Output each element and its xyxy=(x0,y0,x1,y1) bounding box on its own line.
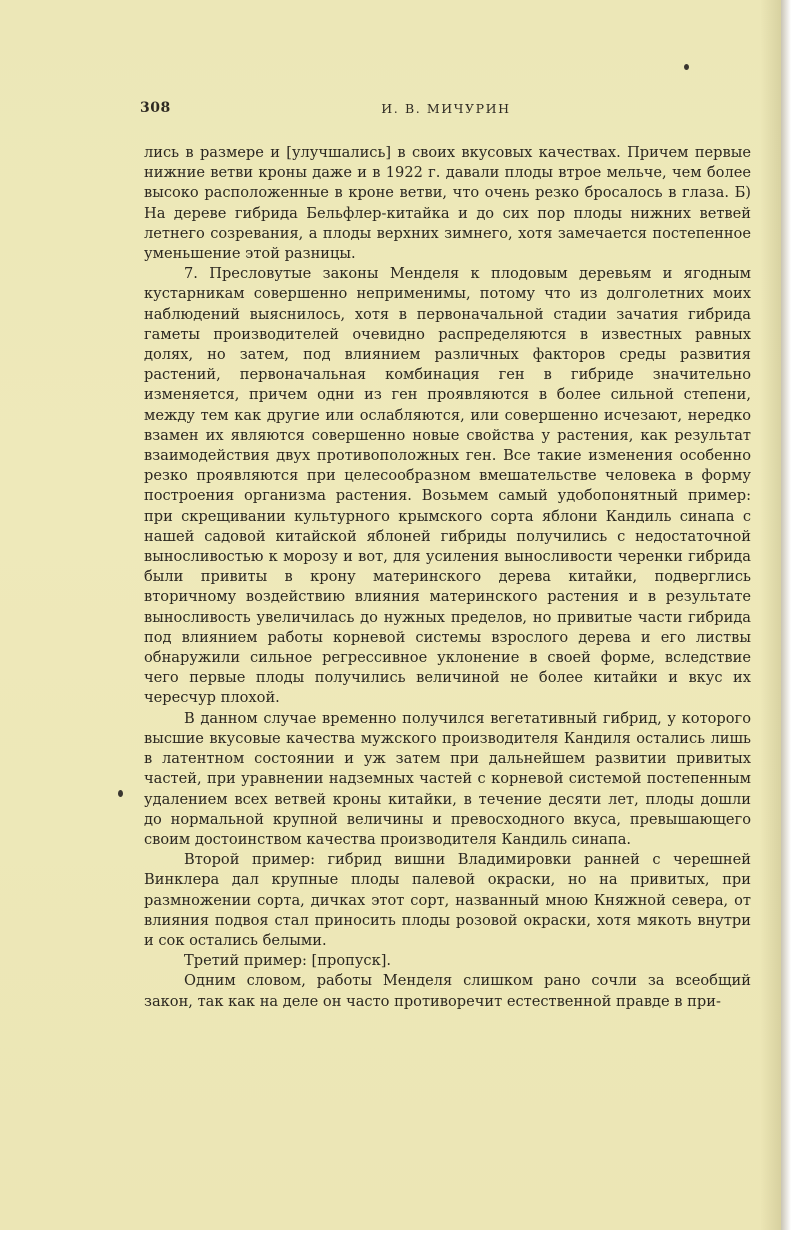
paragraph: Второй пример: гибрид вишни Владимировки ранней с черешней Винклера дал крупные плоды палевой окраски, но на привитых, при размножении сорта, дичках этот сорт, названный мною Княжной севера, от влияния подвоя стал приносить плоды розовой окраски, хотя мякоть внутри и сок остались белыми. xyxy=(144,851,751,949)
paragraph: 7. Пресловутые законы Менделя к плодовым деревьям и ягодным кустарникам совершенно неприменимы, потому что из долголетних моих наблюдений выяснилось, хотя в первоначальной стадии зачатия гибрида гаметы производителей очевидно распределяются в известных равных долях, но затем, под влиянием различных факторов среды развития растений, первоначальная комбинация ген в гибриде значительно изменяется, причем одни из ген проявляются в более сильной степени, между тем как другие или ослабляются, или совершенно исчезают, нередко взамен их являются совершенно новые свойства у растения, как результат взаимодействия двух противоположных ген. Все такие изменения особенно резко проявляются при целесообразном вмешательстве человека в форму построения организма растения. Возьмем самый удобопонятный пример: при скрещивании культурного крымского сорта яблони Кандиль синапа с нашей садовой китайской яблоней гибриды получились с недостаточной выносливостью к морозу и вот, для усиления выносливости черенки гибрида были привиты в крону материнского дерева китайки, подверглись вторичному воздействию влияния материнского растения и в результате выносливость увеличилась до нужных пределов, но привитые части гибрида под влиянием работы корневой системы взрослого дерева и его листвы обнаружили сильное регрессивное уклонение в своей форме, вследствие чего первые плоды получились величиной не более китайки и вкус их чересчур плохой. xyxy=(144,265,751,707)
page-header xyxy=(140,100,752,120)
scan-edge xyxy=(781,0,791,1237)
ink-speck xyxy=(684,64,689,70)
ink-speck xyxy=(118,790,123,797)
paragraph: В данном случае временно получился вегетативный гибрид, у которого высшие вкусовые качества мужского производителя Кандиля остались лишь в латентном состоянии и уж затем при дальнейшем развитии привитых частей, при уравнении надземных частей с корневой системой постепенным удалением всех ветвей кроны китайки, в течение десяти лет, плоды дошли до нормальной крупной величины и превосходного вкуса, превышающего своим достоинством качества производителя Кандиль синапа. xyxy=(144,709,751,848)
paragraph: Одним словом, работы Менделя слишком рано сочли за всеобщий закон, так как на деле он часто противоречит естественной правде в при- xyxy=(144,972,751,1010)
running-head: И. В. МИЧУРИН xyxy=(381,101,511,116)
page-number: 308 xyxy=(140,100,171,116)
paragraph: лись в размере и [улучшались] в своих вкусовых качествах. Причем первые нижние ветви кроны даже и в 1922 г. давали плоды втрое мельче, чем более высоко расположенные в кроне ветви, что очень резко бросалось в глаза. Б) На дереве гибрида Бельфлер-китайка и до сих пор плоды нижних ветвей летнего созревания, а плоды верхних зимнего, хотя замечается постепенное уменьшение этой разницы. xyxy=(144,144,751,263)
scan-border xyxy=(0,1230,791,1237)
paragraph: Третий пример: [пропуск]. xyxy=(184,952,392,970)
body-text xyxy=(144,143,751,1012)
